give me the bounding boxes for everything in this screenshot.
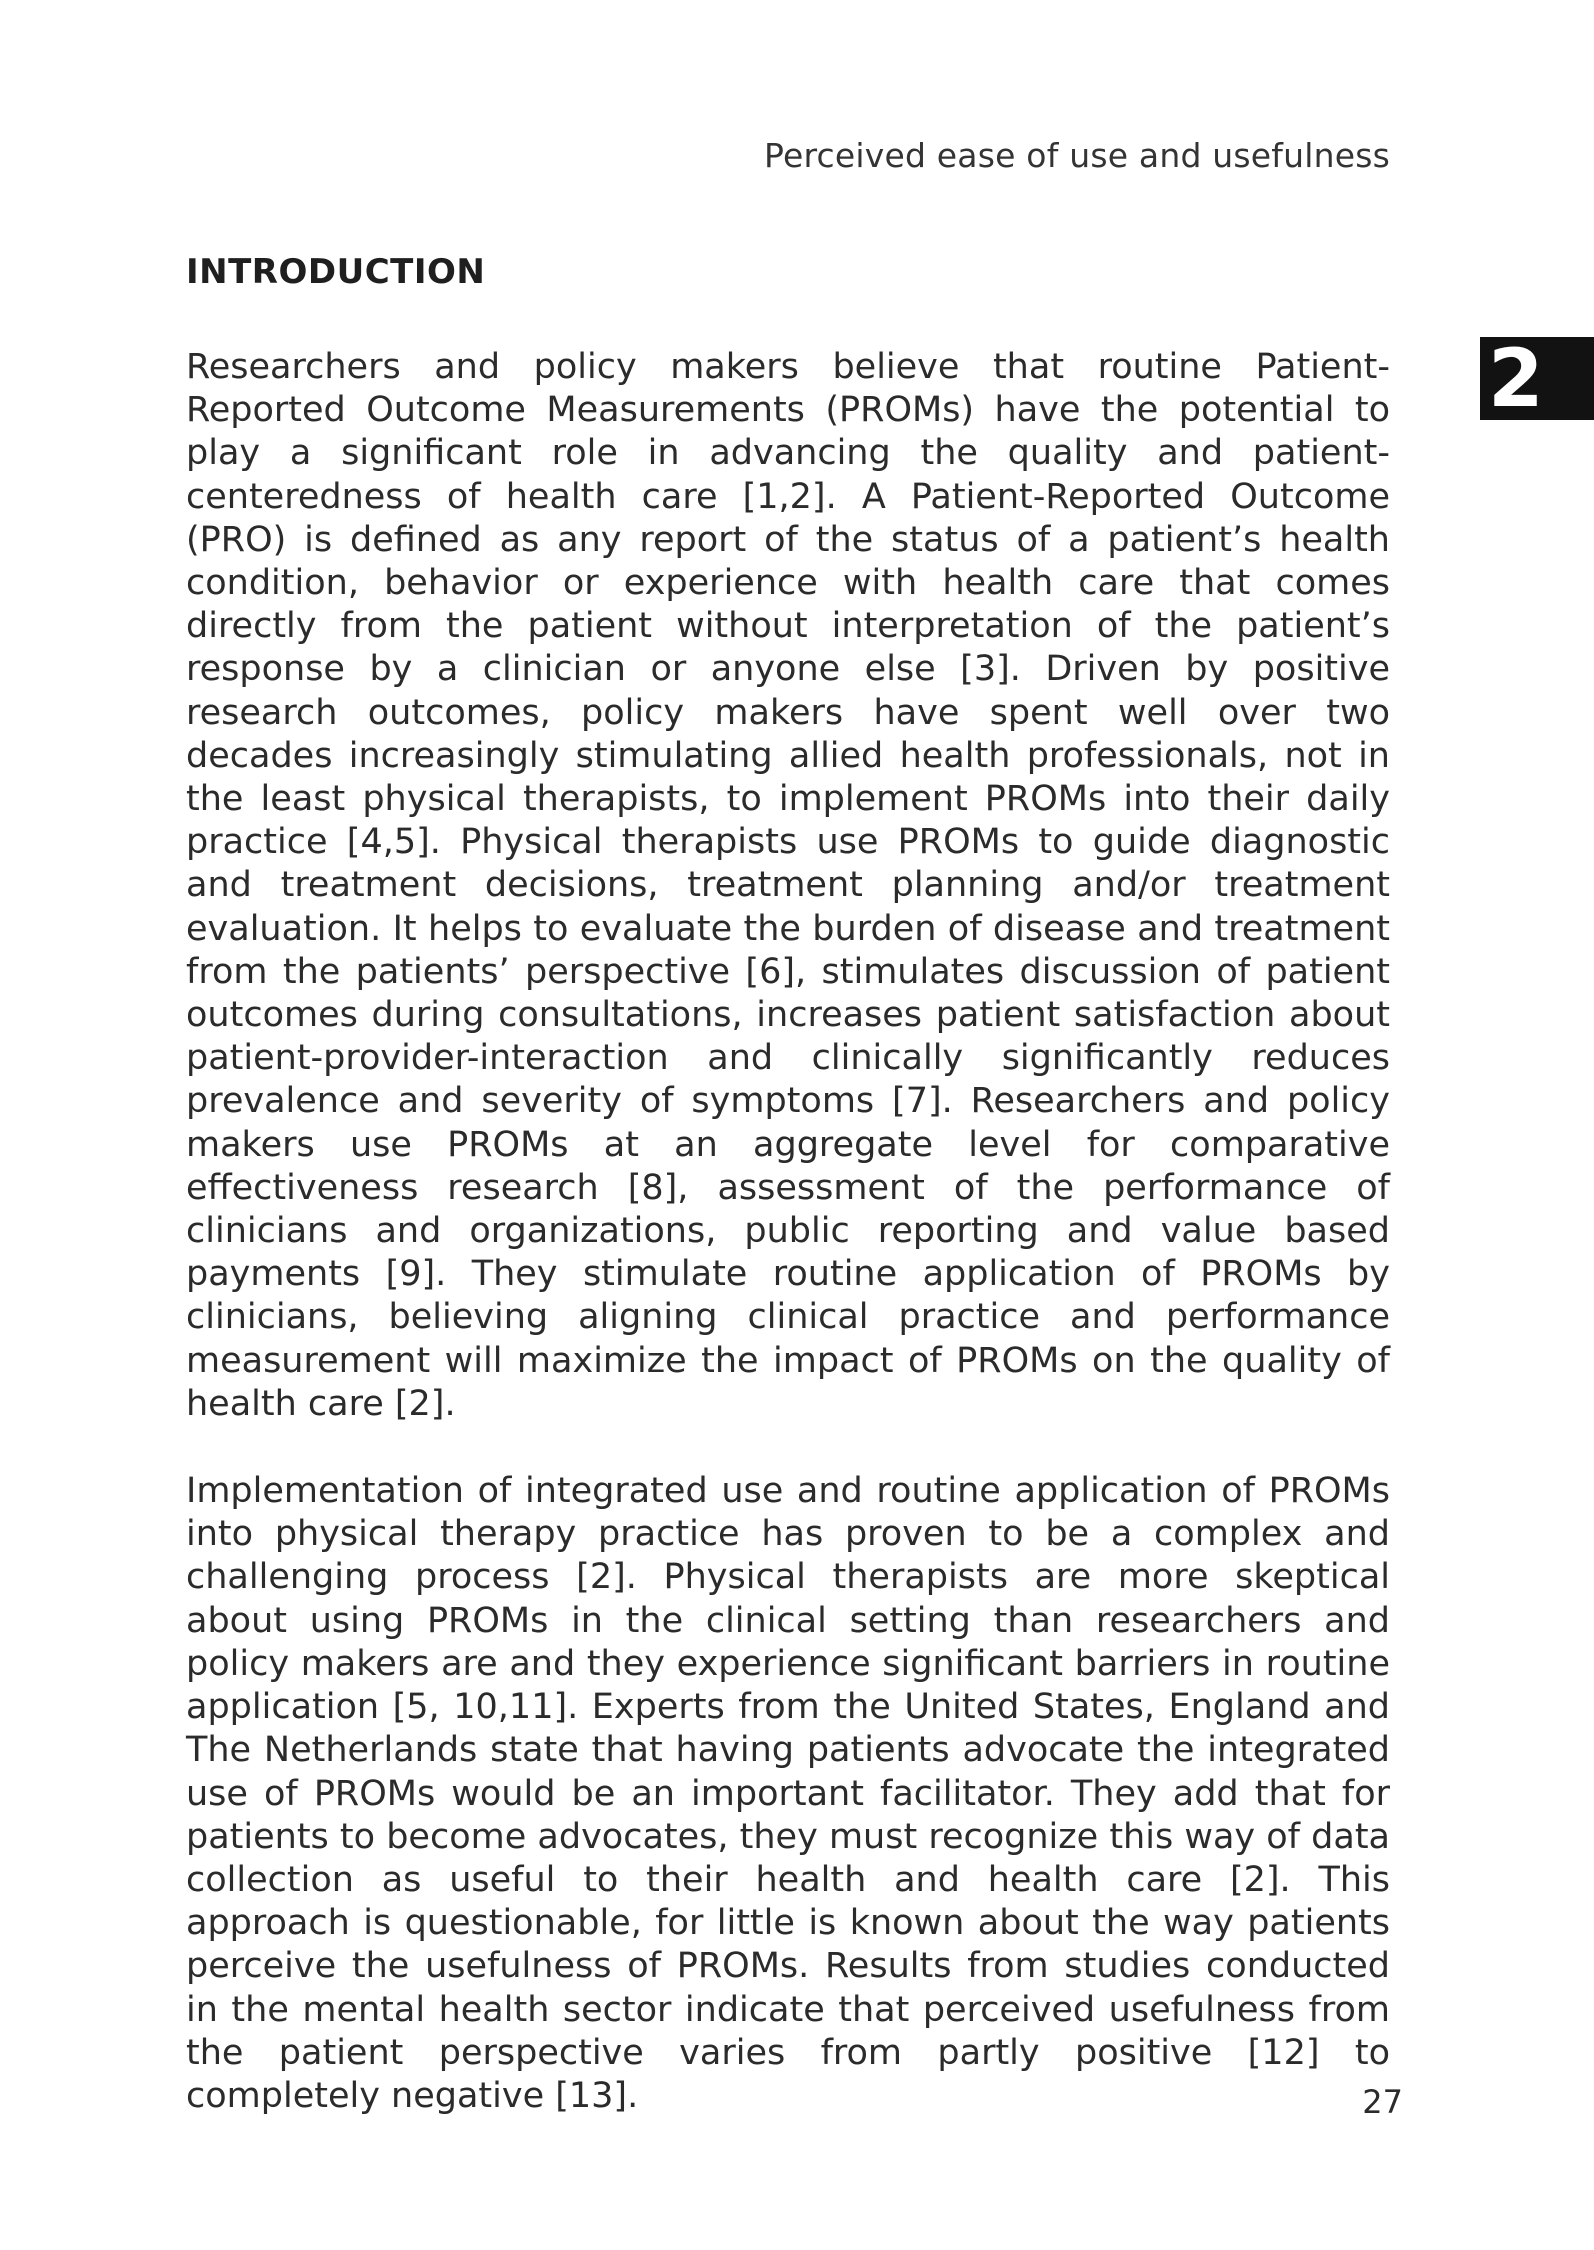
paragraph: Implementation of integrated use and routine application of PROMs into physical therapy practice has proven to be a complex and challenging process [2]. Physical therapists are more skeptical about using PROMs in the clinical setting than researchers and policy makers are and they experience significant barriers in routine application [5, 10,11]. Experts from the United States, England and The Netherlands state that having patients advocate the integrated use of PROMs would be an important facilitator. They add that for patients to become advocates, they must recognize this way of data collection as useful to their health and health care [2]. This approach is questionable, for little is known about the way patients perceive the usefulness of PROMs. Results from studies conducted in the mental health sector indicate that perceived usefulness from the patient perspective varies from partly positive [12] to completely negative [13].: [186, 1471, 1390, 2116]
page-content: [186, 252, 1390, 2118]
page-number: 27: [1362, 2083, 1403, 2121]
paragraph: Researchers and policy makers believe that routine Patient-Reported Outcome Measurements (PROMs) have the potential to play a significant role in advancing the quality and patient-centeredness of health care [1,2]. A Patient-Reported Outcome (PRO) is defined as any report of the status of a patient’s health condition, behavior or experience with health care that comes directly from the patient without interpretation of the patient’s response by a clinician or anyone else [3]. Driven by positive research outcomes, policy makers have spent well over two decades increasingly stimulating allied health professionals, not in the least physical therapists, to implement PROMs into their daily practice [4,5]. Physical therapists use PROMs to guide diagnostic and treatment decisions, treatment planning and/or treatment evaluation. It helps to evaluate the burden of disease and treatment from the patients’ perspective [6], stimulates discussion of patient outcomes during consultations, increases patient satisfaction about patient-provider-interaction and clinically significantly reduces prevalence and severity of symptoms [7]. Researchers and policy makers use PROMs at an aggregate level for comparative effectiveness research [8], assessment of the performance of clinicians and organizations, public reporting and value based payments [9]. They stimulate routine application of PROMs by clinicians, believing aligning clinical practice and performance measurement will maximize the impact of PROMs on the quality of health care [2].: [186, 347, 1390, 1424]
running-head: Perceived ease of use and usefulness: [764, 136, 1390, 175]
chapter-number: 2: [1488, 331, 1544, 425]
section-heading: INTRODUCTION: [186, 252, 486, 292]
chapter-tab: [1480, 331, 1594, 425]
